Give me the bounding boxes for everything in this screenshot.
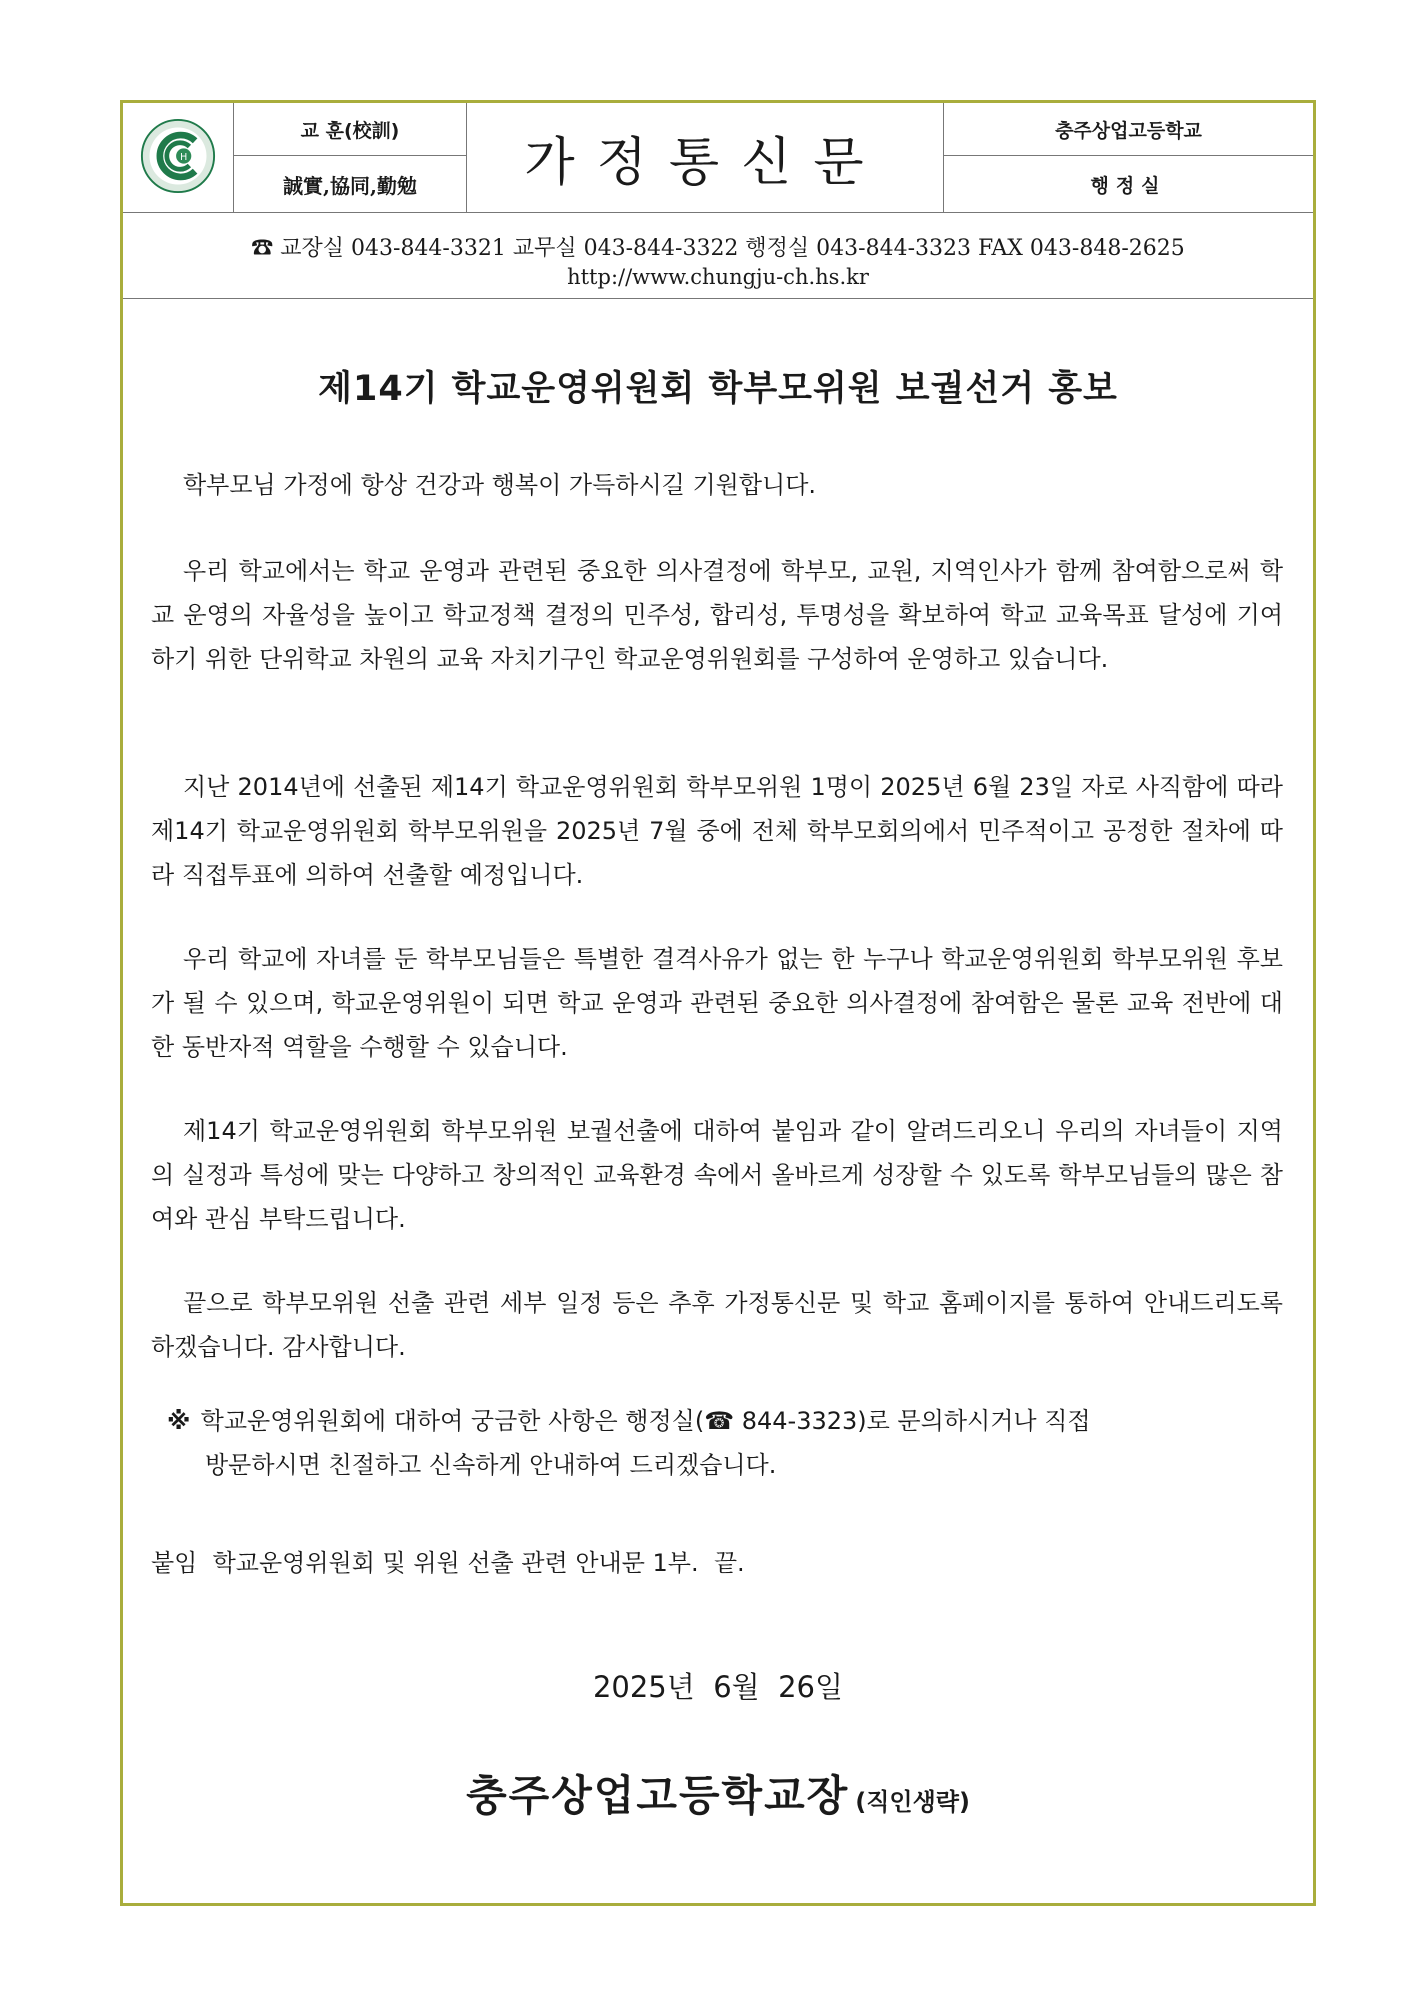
school-name: 충주상업고등학교 bbox=[944, 103, 1314, 156]
phone-line bbox=[123, 231, 1313, 262]
issuing-office: 행정실 bbox=[944, 156, 1314, 213]
telephone-icon: ☎ bbox=[251, 236, 274, 261]
document-frame bbox=[120, 100, 1316, 1906]
contact-block bbox=[123, 213, 1313, 299]
school-logo-cell bbox=[123, 103, 234, 213]
closing-paragraph: 끝으로 학부모위원 선출 관련 세부 일정 등은 추후 가정통신문 및 학교 홈페이지를 통하여 안내드리도록 하겠습니다. 감사합니다. bbox=[151, 1289, 1283, 1361]
motto-values: 誠實,協同,勤勉 bbox=[234, 156, 467, 213]
greeting-paragraph: 학부모님 가정에 항상 건강과 행복이 가득하시길 기원합니다. bbox=[183, 471, 817, 499]
inquiry-note: ※ 학교운영위원회에 대하여 궁금한 사항은 행정실(☎ 844-3323)로 문의하시거나 직접 방문하시면 친절하고 신속하게 안내하여 드리겠습니다. bbox=[167, 1399, 1283, 1487]
signer-block bbox=[123, 1763, 1313, 1823]
website-link[interactable]: http://www.chungju-ch.hs.kr bbox=[567, 265, 869, 289]
letterhead bbox=[123, 103, 1313, 213]
school-logo bbox=[140, 118, 216, 194]
motto-heading: 교 훈(校訓) bbox=[234, 103, 467, 156]
body-paragraph-1: 우리 학교에서는 학교 운영과 관련된 중요한 의사결정에 학부모, 교원, 지역인사가 함께 참여함으로써 학교 운영의 자율성을 높이고 학교정책 결정의 민주성, 합리성, 투명성을 확보하여 학교 교육목표 달성에 기여하기 위한 단위학교 차원의 교육 자치기구인 학교운영위원회를 구성하여 운영하고 있습니다. bbox=[151, 557, 1283, 673]
body-paragraph-3: 우리 학교에 자녀를 둔 학부모님들은 특별한 결격사유가 없는 한 누구나 학교운영위원회 학부모위원 후보가 될 수 있으며, 학교운영위원이 되면 학교 운영과 관련된 중요한 의사결정에 참여함은 물론 교육 전반에 대한 동반자적 역할을 수행할 수 있습니다. bbox=[151, 945, 1283, 1061]
phone-numbers: 교장실 043-844-3321 교무실 043-844-3322 행정실 043-844-3323 FAX 043-848-2625 bbox=[280, 236, 1185, 261]
body-paragraph-4: 제14기 학교운영위원회 학부모위원 보궐선출에 대하여 붙임과 같이 알려드리오니 우리의 자녀들이 지역의 실정과 특성에 맞는 다양하고 창의적인 교육환경 속에서 올바르게 성장할 수 있도록 학부모님들의 많은 참여와 관심 부탁드립니다. bbox=[151, 1117, 1283, 1233]
signer-name: 충주상업고등학교장 bbox=[466, 1771, 850, 1820]
attachment-line: 붙임 학교운영위원회 및 위원 선출 관련 안내문 1부. 끝. bbox=[151, 1549, 745, 1577]
page-title: 제14기 학교운영위원회 학부모위원 보궐선거 홍보 bbox=[318, 369, 1118, 409]
seal-note: (직인생략) bbox=[855, 1788, 970, 1816]
doc-type-title: 가정통신문 bbox=[467, 103, 944, 213]
reference-mark: ※ bbox=[167, 1407, 191, 1435]
svg-text:H: H bbox=[180, 151, 188, 163]
issue-date: 2025년 6월 26일 bbox=[592, 1670, 844, 1704]
telephone-icon: ☎ bbox=[704, 1407, 742, 1435]
body-paragraph-2: 지난 2014년에 선출된 제14기 학교운영위원회 학부모위원 1명이 2025년 6월 23일 자로 사직함에 따라 제14기 학교운영위원회 학부모위원을 2025년 7월 중에 전체 학부모회의에서 민주적이고 공정한 절차에 따라 직접투표에 의하여 선출할 예정입니다. bbox=[151, 773, 1283, 889]
office-phone: 844-3323 bbox=[741, 1407, 858, 1435]
